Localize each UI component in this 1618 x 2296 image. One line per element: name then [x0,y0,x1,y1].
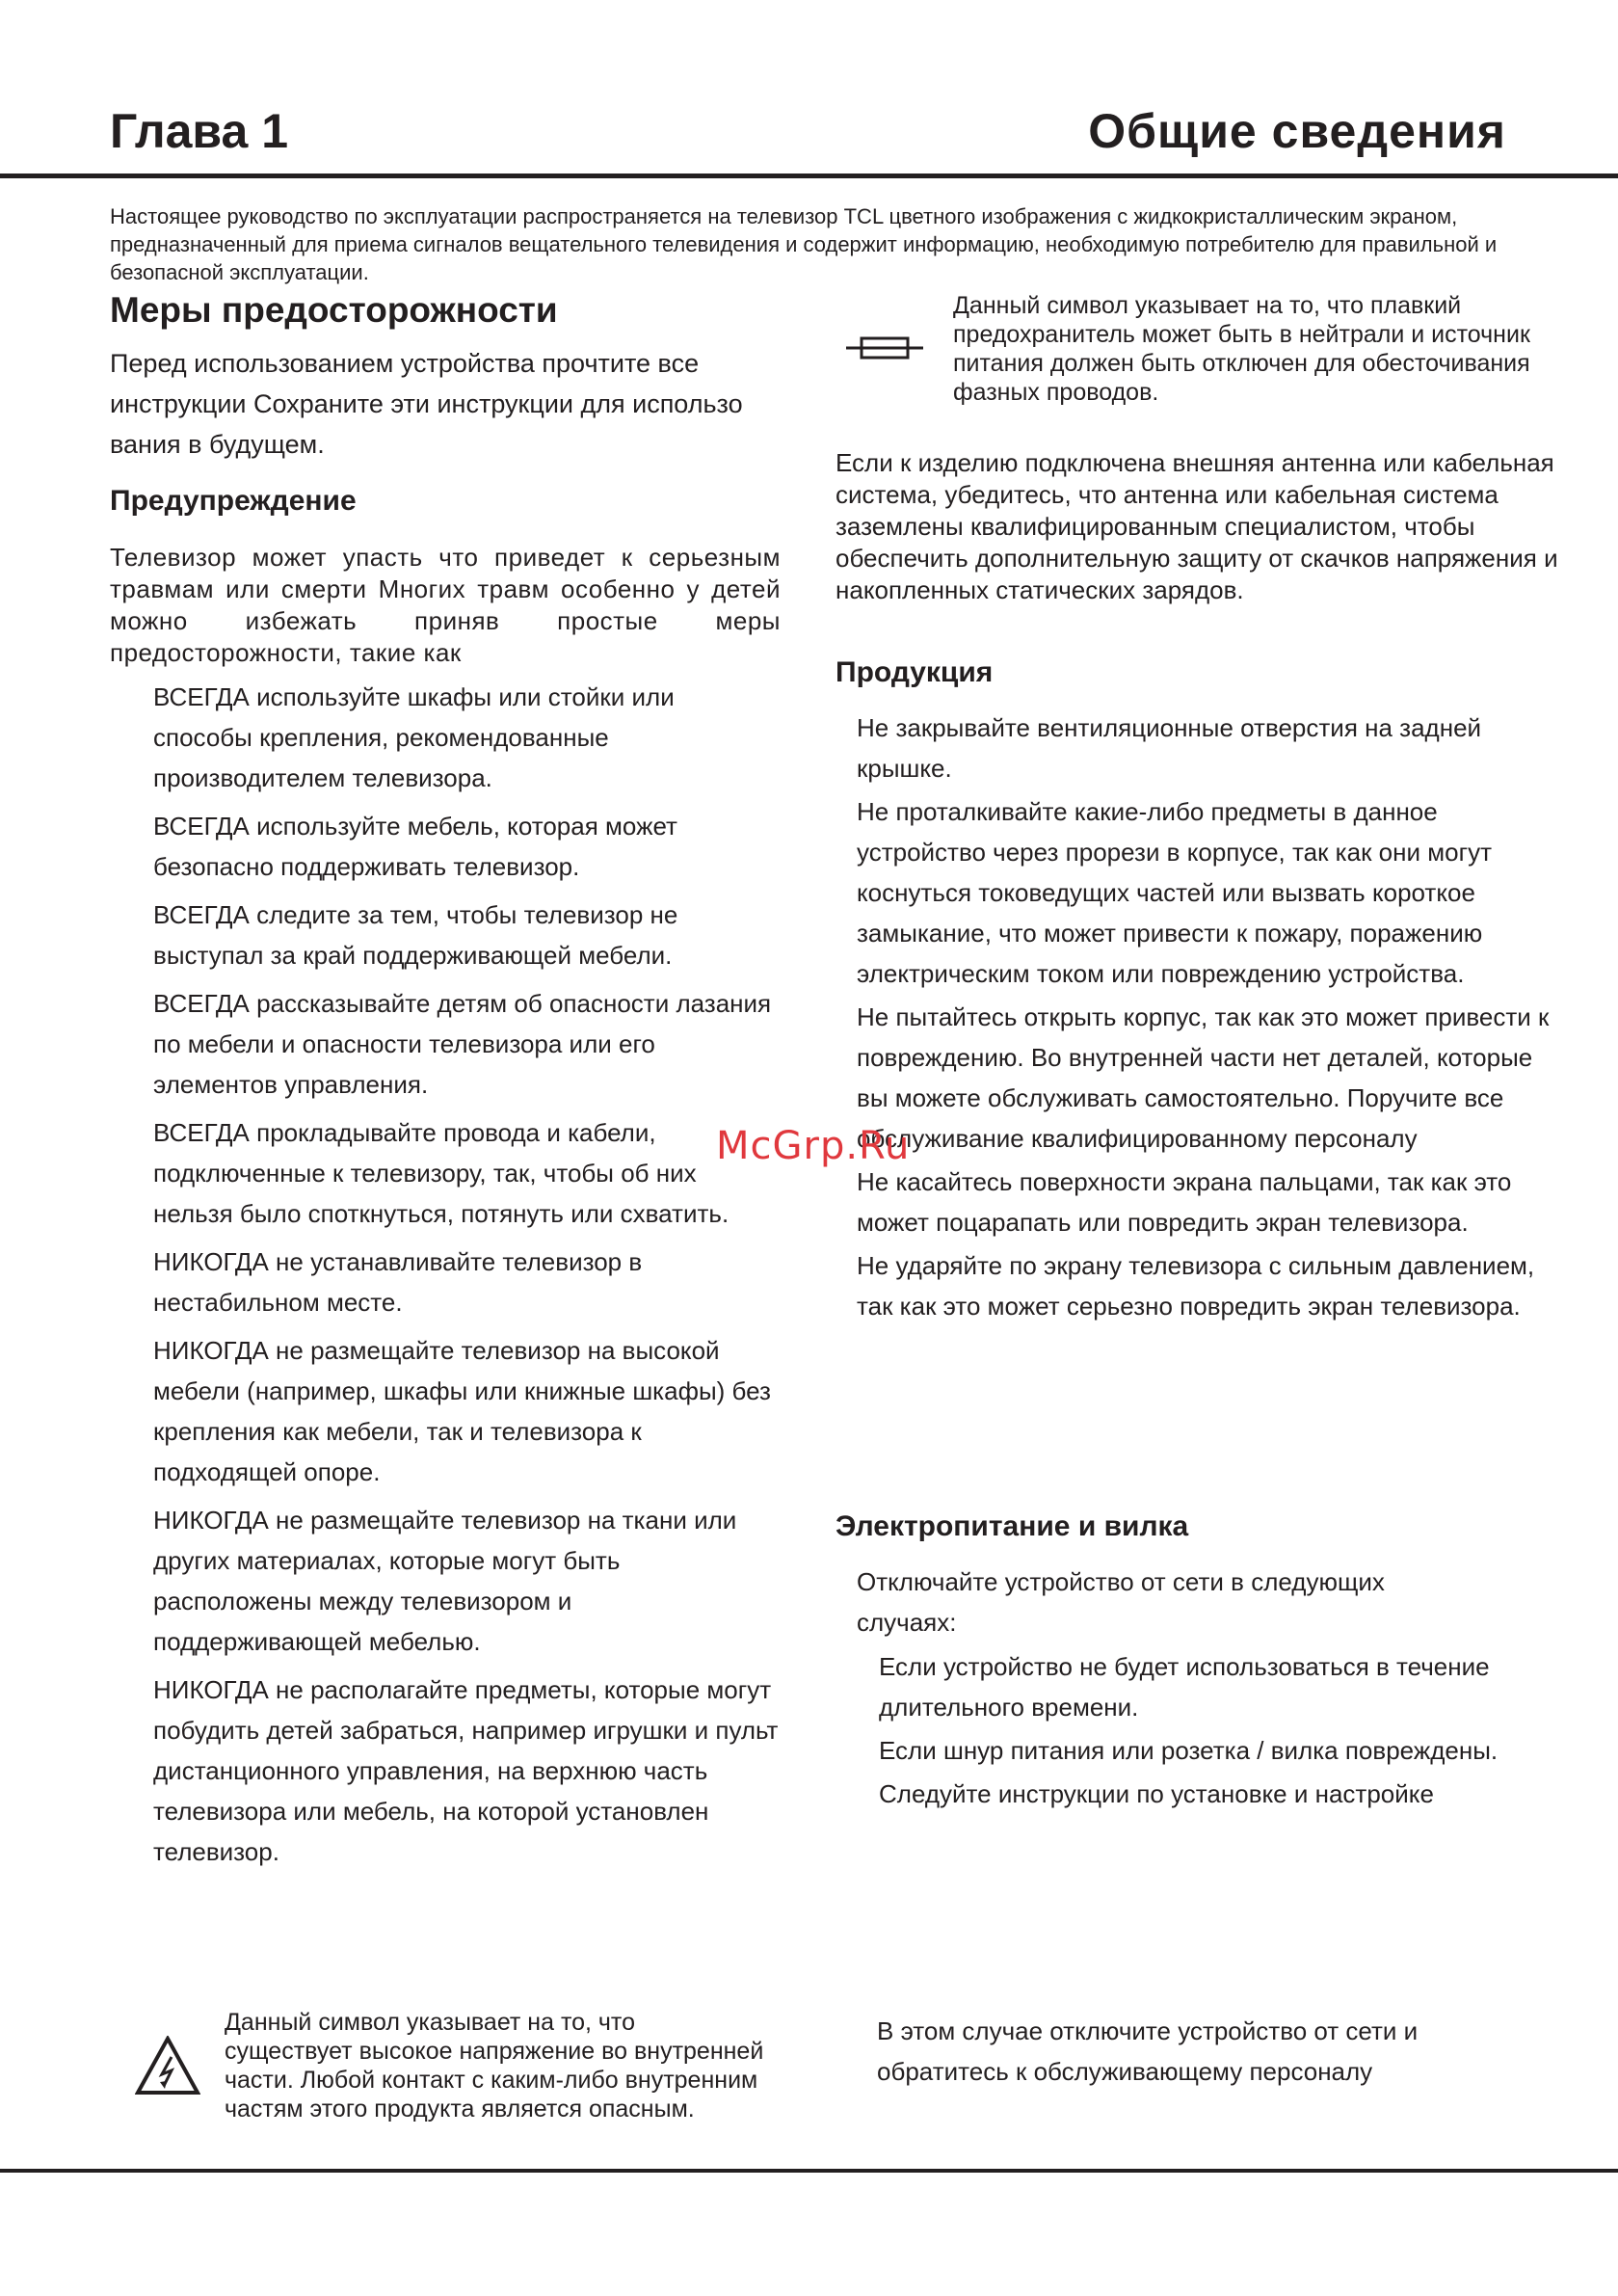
fuse-text: Данный символ указывает на то, что плавкий предохранитель может быть в нейтрали и источник питания должен быть отключен для обесточивания фазных проводов. [953,292,1530,406]
product-heading: Продукция [836,656,994,688]
antenna-text: Если к изделию подключена внешняя антенна или кабельная система, убедитесь, что антенна или кабельная система заземлены квалифицированным специалистом, чтобы обеспечить дополнительную защиту от скачков напряжения и накопленных статических зарядов. [836,448,1558,604]
bottom-rule [0,2169,1618,2173]
list-item: Не ударяйте по экрану телевизора с сильным давлением, так как это может серьезно повредить экран телевизора. [857,1251,1535,1321]
list-item: ВСЕГДА следите за тем, чтобы телевизор не выступал за край поддерживающей мебели. [153,900,678,970]
power-outro: В этом случае отключите устройство от сети и обратитесь к обслуживающему персоналу [877,2016,1419,2086]
list-item: НИКОГДА не размещайте телевизор на высокой мебели (например, шкафы или книжные шкафы) без крепления как мебели, так и телевизора к подходящей опоре. [153,1336,771,1486]
watermark: McGrp.Ru [716,1124,911,1168]
list-item: Если устройство не будет использоваться в течение длительного времени. [879,1652,1490,1722]
list-item: ВСЕГДА прокладывайте провода и кабели, подключенные к телевизору, так, чтобы об них нельзя было споткнуться, потянуть или схватить. [153,1118,729,1228]
warning-heading: Предупреждение [110,485,357,517]
list-item: НИКОГДА не располагайте предметы, которые могут побудить детей забраться, например игрушки и пульт дистанционного управления, на верхнюю часть телевизора или мебель, на которой установлен телевизор. [153,1675,779,1866]
power-list [879,1646,1534,1817]
product-list [857,707,1551,1329]
list-item: НИКОГДА не устанавливайте телевизор в нестабильном месте. [153,1247,643,1317]
power-intro: Отключайте устройство от сети в следующих случаях: [857,1567,1385,1637]
power-heading: Электропитание и вилка [836,1510,1189,1542]
high-voltage-warning-icon [135,2036,200,2096]
list-item: Если шнур питания или розетка / вилка повреждены. [879,1736,1499,1765]
precautions-heading: Меры предосторожности [110,290,558,330]
precautions-list [153,677,780,1880]
fuse-icon [846,333,923,363]
high-voltage-text: Данный символ указывает на то, что существует высокое напряжение во внутренней части. Любой контакт с каким-либо внутренним частям этого продукта является опасным. [225,2009,764,2122]
intro-paragraph: Настоящее руководство по эксплуатации распространяется на телевизор TCL цветного изображения с жидкокристаллическим экраном, предназначенный для приема сигналов вещательного телевидения и содержит информацию, необходимую потребителю для правильной и безопасной эксплуатации. [110,204,1498,284]
list-item: ВСЕГДА используйте шкафы или стойки или способы крепления, рекомендованные производителем телевизора. [153,682,675,792]
list-item: Не касайтесь поверхности экрана пальцами, так как это может поцарапать или повредить экран телевизора. [857,1167,1512,1237]
list-item: Следуйте инструкции по установке и настройке [879,1779,1434,1808]
list-item: НИКОГДА не размещайте телевизор на ткани или других материалах, которые могут быть расположены между телевизором и поддерживающей мебелью. [153,1506,737,1656]
chapter-label: Глава 1 [110,104,289,158]
list-item: Не пытайтесь открыть корпус, так как это может привести к повреждению. Во внутренней части нет деталей, которые вы можете обслуживать самостоятельно. Поручите все обслуживание квалифицированному персоналу [857,1002,1550,1153]
warning-text: Телевизор может упасть что приведет к серьезным травмам или смерти Многих травм особенно у детей можно избежать приняв простые меры предосторожности, такие как [110,543,781,667]
precautions-text: Перед использованием устройства прочтите все инструкции Сохраните эти инструкции для использо вания в будущем. [110,349,743,459]
list-item: ВСЕГДА используйте мебель, которая может безопасно поддерживать телевизор. [153,812,677,881]
top-rule [0,174,1618,178]
list-item: ВСЕГДА рассказывайте детям об опасности лазания по мебели и опасности телевизора или его элементов управления. [153,989,772,1099]
chapter-title: Общие сведения [1088,104,1506,158]
list-item: Не закрывайте вентиляционные отверстия на задней крышке. [857,713,1482,783]
list-item: Не проталкивайте какие-либо предметы в данное устройство через прорези в корпусе, так как они могут коснуться токоведущих частей или вызвать короткое замыкание, что может привести к пожару, поражению электрическим током или повреждению устройства. [857,797,1492,988]
